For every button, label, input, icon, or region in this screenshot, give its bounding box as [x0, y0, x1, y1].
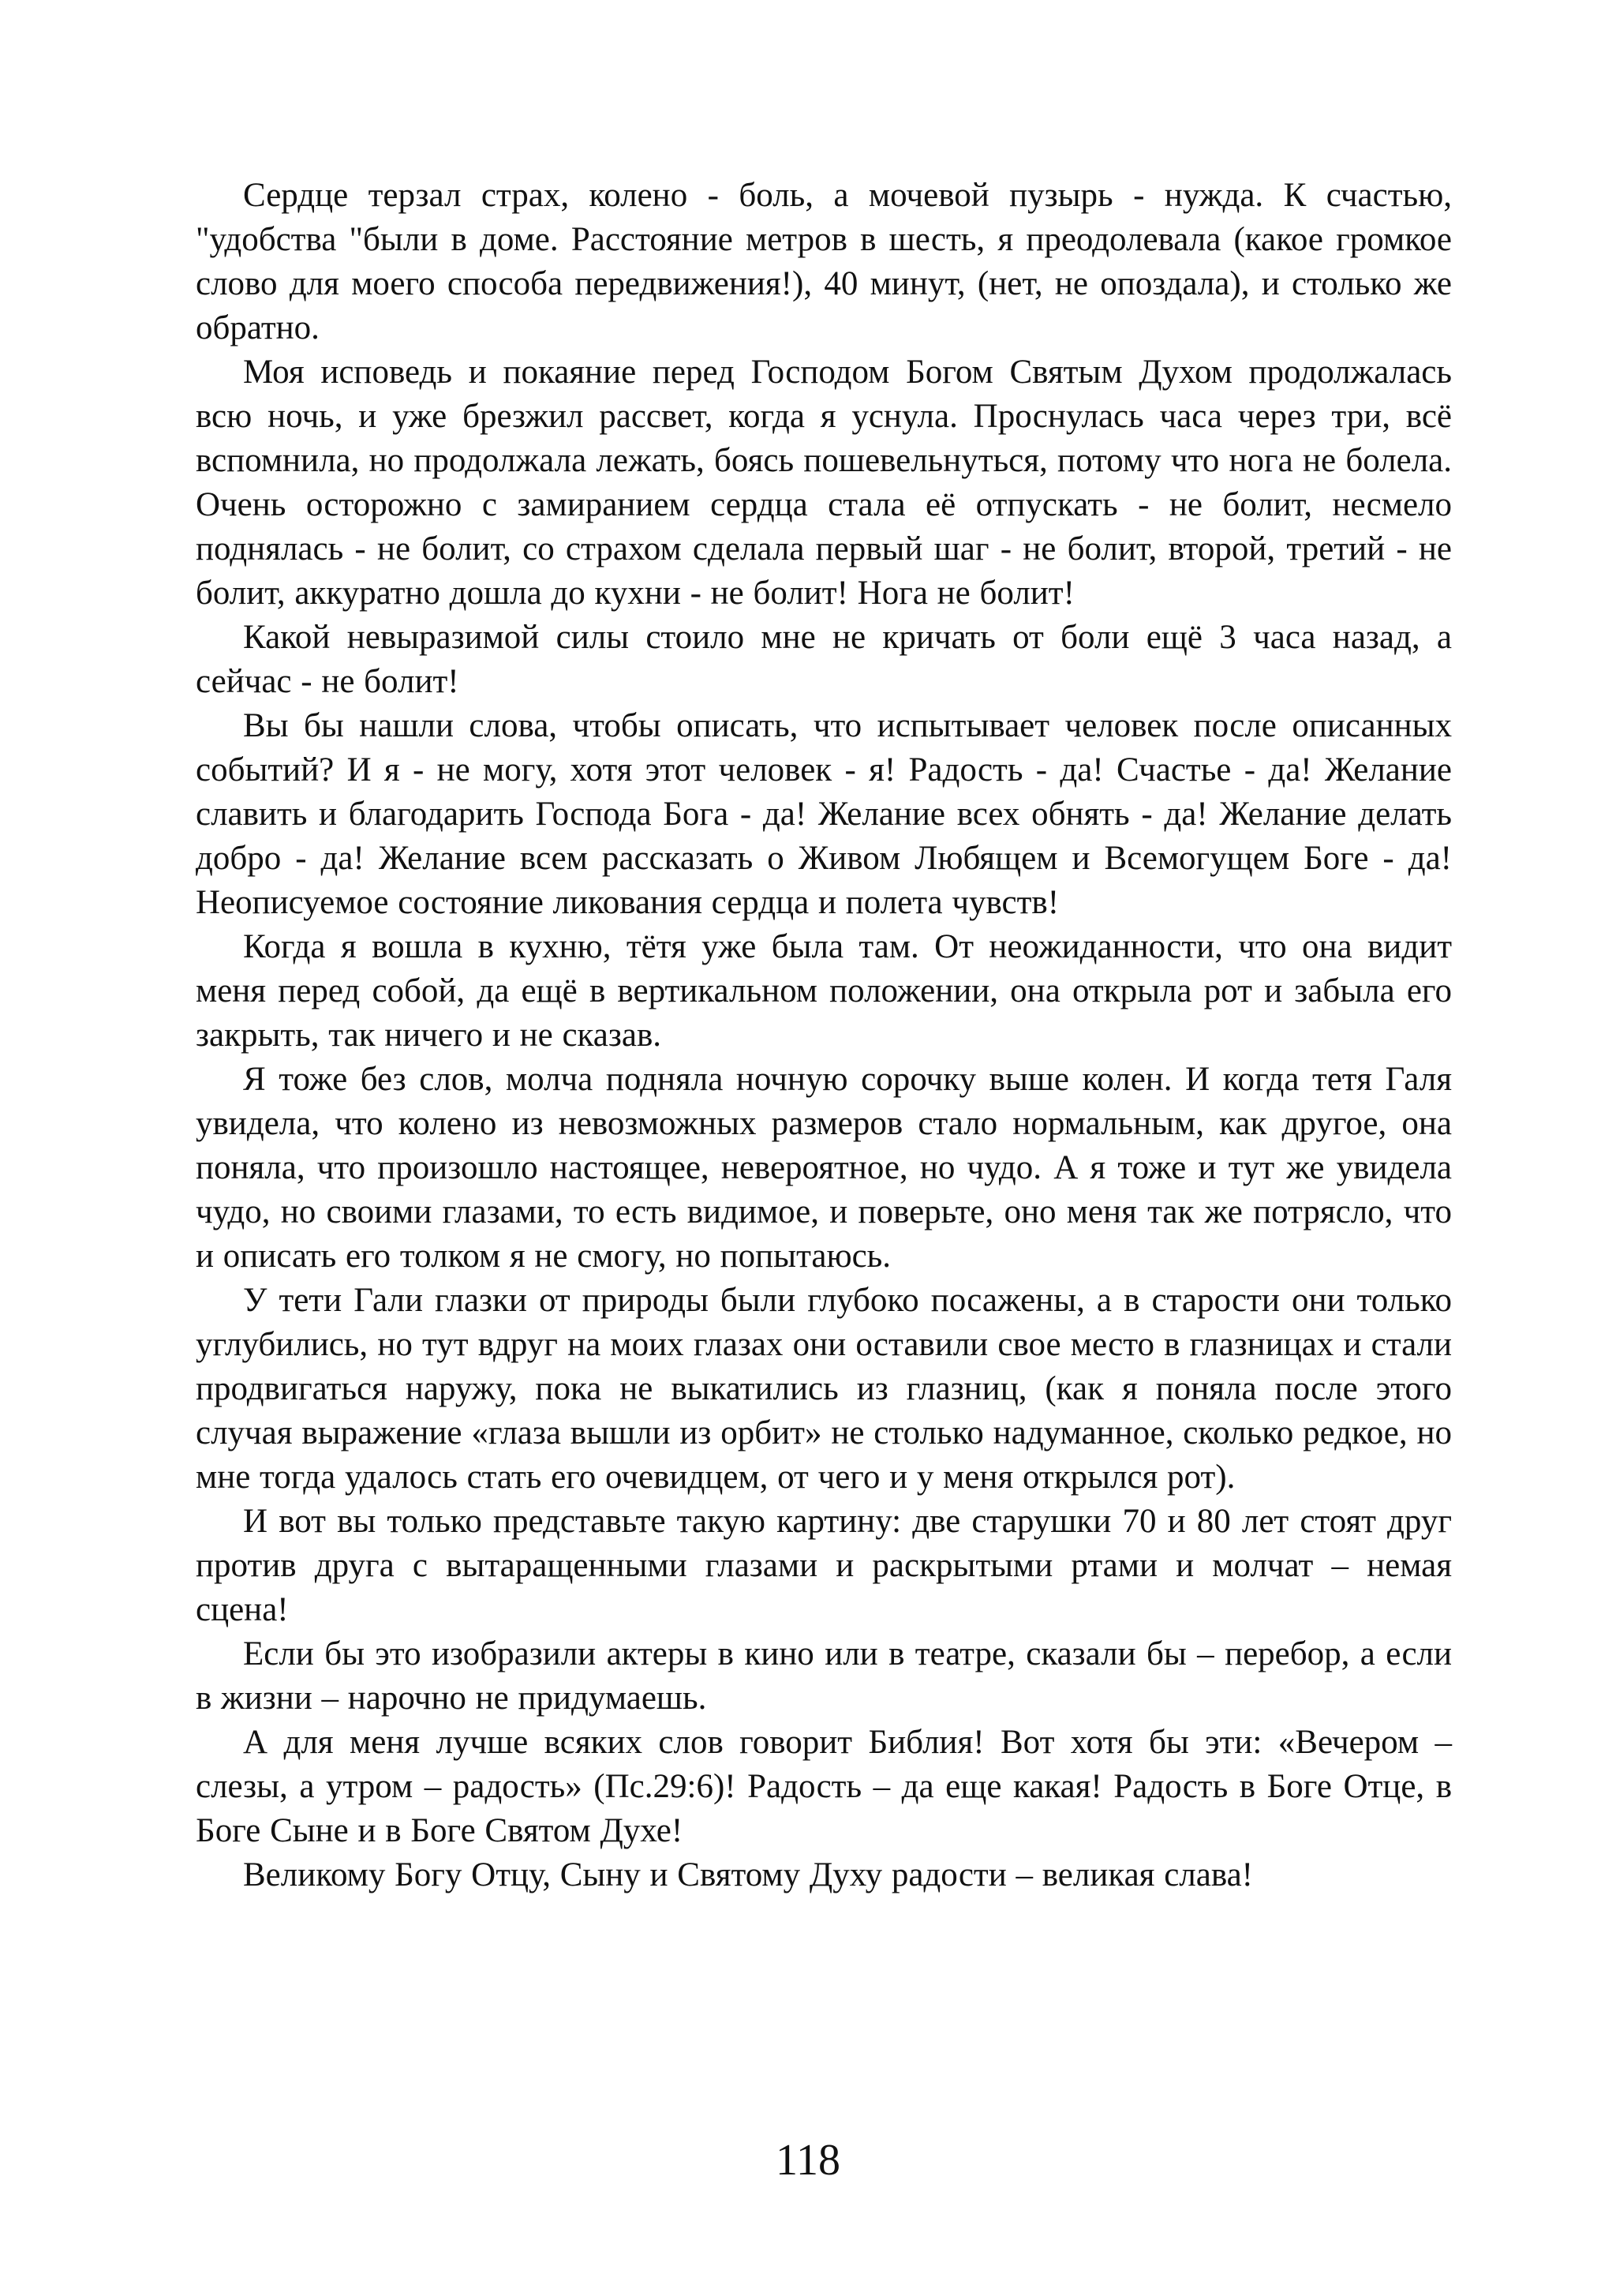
paragraph: Моя исповедь и покаяние перед Господом Богом Святым Духом продолжалась всю ночь, и уже брезжил рассвет, когда я уснула. Проснулась часа через три, всё вспомнила, но продолжала лежать, боясь пошевельнуться, потому что нога не болела. Очень осторожно с замиранием сердца стала её отпускать - не болит, несмело поднялась - не болит, со страхом сделала первый шаг - не болит, второй, третий - не болит, аккуратно дошла до кухни - не болит! Нога не болит!	[196, 354, 1452, 612]
paragraph: Какой невыразимой силы стоило мне не кричать от боли ещё 3 часа назад, а сейчас - не болит!	[196, 619, 1452, 700]
paragraph: Когда я вошла в кухню, тётя уже была там. От неожиданности, что она видит меня перед собой, да ещё в вертикальном положении, она открыла рот и забыла его закрыть, так ничего и не сказав.	[196, 928, 1452, 1054]
paragraph: Вы бы нашли слова, чтобы описать, что испытывает человек после описанных событий? И я - не могу, хотя этот человек - я! Радость - да! Счастье - да! Желание славить и благодарить Господа Бога - да! Желание всех обнять - да! Желание делать добро - да! Желание всем рассказать о Живом Любящем и Всемогущем Боге - да! Неописуемое состояние ликования сердца и полета чувств!	[196, 707, 1452, 921]
paragraph: У тети Гали глазки от природы были глубоко посажены, а в старости они только углубились, но тут вдруг на моих глазах они оставили свое место в глазницах и стали продвигаться наружу, пока не выкатились из глазниц, (как я поняла после этого случая выражение «глаза вышли из орбит» не столько надуманное, сколько редкое, но мне тогда удалось стать его очевидцем, от чего и у меня открылся рот).	[196, 1282, 1452, 1496]
paragraph: И вот вы только представьте такую картину: две старушки 70 и 80 лет стоят друг против друга с вытаращенными глазами и раскрытыми ртами и молчат – немая сцена!	[196, 1503, 1452, 1628]
paragraph: А для меня лучше всяких слов говорит Библия! Вот хотя бы эти: «Вечером – слезы, а утром – радость» (Пс.29:6)! Радость – да еще какая! Радость в Боге Отце, в Боге Сыне и в Боге Святом Духе!	[196, 1724, 1452, 1849]
paragraph: Я тоже без слов, молча подняла ночную сорочку выше колен. И когда тетя Галя увидела, что колено из невозможных размеров стало нормальным, как другое, она поняла, что произошло настоящее, невероятное, но чудо. А я тоже и тут же увидела чудо, но своими глазами, то есть видимое, и поверьте, оно меня так же потрясло, что и описать его толком я не смогу, но попытаюсь.	[196, 1061, 1452, 1275]
paragraph: Сердце терзал страх, колено - боль, а мочевой пузырь - нужда. К счастью, "удобства "были в доме. Расстояние метров в шесть, я преодолевала (какое громкое слово для моего способа передвижения!), 40 минут, (нет, не опоздала), и столько же обратно.	[196, 177, 1452, 346]
page-number: 118	[776, 2136, 840, 2185]
body-text	[196, 174, 1452, 1897]
paragraph: Если бы это изобразили актеры в кино или в театре, сказали бы – перебор, а если в жизни – нарочно не придумаешь.	[196, 1635, 1452, 1717]
paragraph: Великому Богу Отцу, Сыну и Святому Духу радости – великая слава!	[243, 1856, 1253, 1893]
